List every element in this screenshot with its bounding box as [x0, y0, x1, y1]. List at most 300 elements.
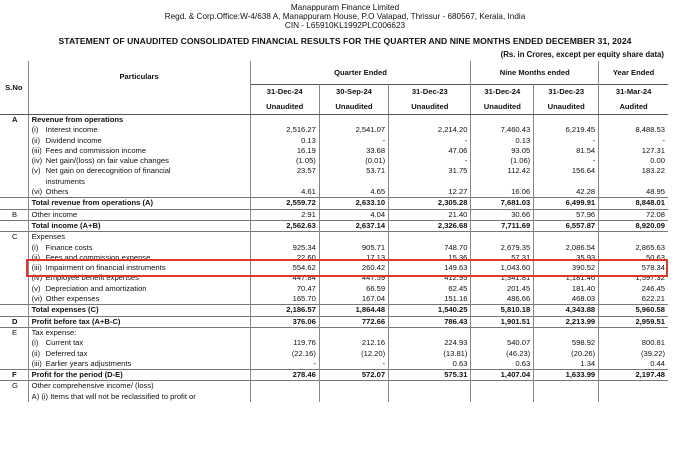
table-row	[0, 166, 668, 176]
row-value: 5,810.18	[471, 305, 534, 316]
row-particulars	[28, 294, 250, 305]
row-value: 16.06	[471, 187, 534, 198]
row-label: Dividend income	[45, 135, 102, 145]
row-value: 622.21	[641, 294, 665, 304]
row-value: 1,864.48	[319, 305, 388, 316]
row-particulars	[28, 359, 250, 370]
table-row	[0, 136, 668, 146]
row-index: (iii)	[31, 145, 42, 155]
row-label: Current tax	[45, 338, 84, 348]
row-value: -	[250, 359, 319, 370]
row-value	[471, 177, 534, 187]
date-header: 31-Dec-24	[250, 85, 319, 100]
row-value: 165.70	[250, 294, 319, 305]
row-value: 1,043.60	[471, 263, 534, 273]
row-label: Total expenses (C)	[31, 305, 99, 315]
row-value: (46.23)	[471, 349, 534, 359]
row-particulars	[28, 392, 250, 402]
status-header: Unaudited	[250, 99, 319, 115]
row-value: 112.42	[471, 166, 534, 176]
row-value: 572.07	[319, 370, 388, 381]
row-value: 50.63	[645, 252, 665, 262]
row-value: 2,959.51	[599, 316, 668, 327]
row-value: 260.42	[319, 263, 388, 273]
row-particulars	[28, 232, 250, 243]
row-value: 167.04	[319, 294, 388, 305]
row-value: 17.13	[319, 253, 388, 263]
row-value: 4.04	[319, 209, 388, 220]
row-index: (i)	[31, 338, 39, 348]
row-particulars	[28, 338, 250, 348]
row-value: 2,086.54	[534, 243, 599, 253]
row-value	[599, 115, 668, 126]
row-value: 2,516.27	[250, 125, 319, 135]
table-row	[0, 115, 668, 126]
status-header: Audited	[599, 99, 668, 115]
row-index: (ii)	[31, 135, 41, 145]
row-value: 6,499.91	[534, 198, 599, 209]
row-sno	[0, 125, 28, 135]
table-row	[0, 156, 668, 166]
table-row	[0, 294, 668, 305]
row-value	[250, 392, 319, 402]
row-value: 30.66	[471, 209, 534, 220]
row-value: 278.46	[250, 370, 319, 381]
highlight-box	[26, 259, 668, 277]
row-value: 66.59	[319, 284, 388, 294]
row-value: 447.59	[319, 273, 388, 283]
row-particulars	[28, 209, 250, 220]
row-sno	[0, 243, 28, 253]
row-value: 1,633.99	[534, 370, 599, 381]
row-index: (vi)	[31, 294, 43, 304]
row-label: A) (i) Items that will not be reclassified to profit or	[31, 391, 196, 401]
row-label: Fees and commission income	[45, 145, 147, 155]
table-row	[0, 232, 668, 243]
row-value: 7,711.69	[471, 220, 534, 231]
row-label: instruments	[45, 176, 85, 186]
row-value	[471, 115, 534, 126]
row-value: 578.34	[641, 263, 665, 273]
row-value: 6,219.45	[534, 125, 599, 135]
row-value: (12.20)	[319, 349, 388, 359]
row-value: (13.81)	[389, 349, 471, 359]
financial-results-table	[0, 61, 668, 402]
row-sno	[0, 284, 28, 294]
row-value: 48.95	[645, 187, 665, 197]
row-value	[319, 177, 388, 187]
row-value: 7,681.03	[471, 198, 534, 209]
row-value: 2,186.57	[250, 305, 319, 316]
status-header: Unaudited	[319, 99, 388, 115]
row-sno	[0, 166, 28, 176]
row-value: 224.93	[389, 338, 471, 348]
row-label: Other comprehensive income/ (loss)	[31, 381, 154, 391]
row-value: 1,341.81	[471, 273, 534, 283]
row-value: 748.70	[389, 243, 471, 253]
row-value	[250, 115, 319, 126]
row-value	[319, 232, 388, 243]
row-index: (iv)	[31, 273, 43, 283]
row-particulars	[28, 316, 250, 327]
table-row	[0, 349, 668, 359]
row-value: 2.91	[250, 209, 319, 220]
table-row	[0, 125, 668, 135]
row-sno	[0, 338, 28, 348]
row-particulars	[28, 305, 250, 316]
row-value: 23.57	[250, 166, 319, 176]
row-value: 905.71	[319, 243, 388, 253]
row-value	[319, 115, 388, 126]
row-value	[599, 327, 668, 338]
status-header: Unaudited	[389, 99, 471, 115]
row-value: 554.62	[250, 263, 319, 273]
row-value: 0.13	[471, 136, 534, 146]
row-value: 1,901.51	[471, 316, 534, 327]
table-row	[0, 359, 668, 370]
row-particulars	[28, 243, 250, 253]
row-value	[389, 115, 471, 126]
row-label: Expenses	[31, 232, 65, 242]
row-sno	[0, 146, 28, 156]
row-value	[534, 392, 599, 402]
row-label: Profit before tax (A+B-C)	[31, 316, 121, 326]
table-row	[0, 177, 668, 187]
row-value: 31.75	[389, 166, 471, 176]
row-value	[250, 232, 319, 243]
row-label: Earlier years adjustments	[45, 358, 132, 368]
row-particulars	[28, 115, 250, 126]
row-value: 1,407.04	[471, 370, 534, 381]
row-label: Depreciation and amortization	[45, 283, 147, 293]
row-label: Other expenses	[45, 294, 100, 304]
row-value: 181.40	[534, 284, 599, 294]
row-sno	[0, 392, 28, 402]
row-value	[534, 381, 599, 392]
row-value	[319, 327, 388, 338]
row-value: 33.68	[319, 146, 388, 156]
row-value: (0.01)	[319, 156, 388, 166]
date-header: 31-Dec-23	[534, 85, 599, 100]
row-particulars	[28, 156, 250, 166]
row-value: 16.19	[250, 146, 319, 156]
table-row	[0, 198, 668, 209]
row-label: Interest income	[45, 125, 98, 135]
row-value: 0.13	[250, 136, 319, 146]
row-value: 1,540.25	[389, 305, 471, 316]
row-index: (ii)	[31, 348, 41, 358]
row-value: 21.40	[389, 209, 471, 220]
row-sno	[0, 273, 28, 283]
row-value: 70.47	[250, 284, 319, 294]
row-value: 12.27	[389, 187, 471, 198]
row-value: 2,865.63	[635, 242, 665, 252]
row-value: 72.08	[599, 209, 668, 220]
row-value: 183.22	[641, 166, 665, 176]
date-header: 31-Dec-24	[471, 85, 534, 100]
row-value	[534, 115, 599, 126]
row-value	[534, 327, 599, 338]
row-value: 156.64	[534, 166, 599, 176]
table-row	[0, 316, 668, 327]
nine-months-header: Nine Months ended	[471, 61, 599, 85]
row-index: (vi)	[31, 187, 43, 197]
row-particulars	[28, 187, 250, 198]
row-value: -	[662, 135, 665, 145]
row-label: Fees and commission expense	[45, 252, 151, 262]
row-value: 119.76	[250, 338, 319, 348]
row-sno	[0, 220, 28, 231]
row-particulars	[28, 220, 250, 231]
row-value: 925.34	[250, 243, 319, 253]
row-value: 772.66	[319, 316, 388, 327]
table-row	[0, 243, 668, 253]
row-sno	[0, 305, 28, 316]
particulars-header: Particulars	[28, 61, 250, 115]
row-value: 7,460.43	[471, 125, 534, 135]
row-value: 8,920.09	[599, 220, 668, 231]
row-sno	[0, 177, 28, 187]
row-value: 212.16	[319, 338, 388, 348]
date-header: 31-Dec-23	[389, 85, 471, 100]
row-sno	[0, 263, 28, 273]
company-address: Regd. & Corp.Office:W-4/638 A, Manappuram House, P.O Valapad, Thrissur - 680567, Kerala, India	[164, 12, 526, 21]
row-sno: D	[0, 316, 28, 327]
row-value: 246.45	[641, 283, 665, 293]
row-value	[389, 232, 471, 243]
row-value: 0.44	[650, 358, 665, 368]
row-value: 0.63	[471, 359, 534, 370]
row-value: 4.65	[319, 187, 388, 198]
row-sno: G	[0, 381, 28, 392]
header-group-row	[0, 61, 668, 85]
row-sno: C	[0, 232, 28, 243]
row-particulars	[28, 327, 250, 338]
row-particulars	[28, 136, 250, 146]
row-value	[250, 381, 319, 392]
row-value	[389, 327, 471, 338]
row-particulars	[28, 284, 250, 294]
row-value: (1.05)	[250, 156, 319, 166]
row-label: Impairment on financial instruments	[45, 263, 166, 273]
row-index: (v)	[31, 166, 41, 176]
unit-note: (Rs. in Crores, except per equity share data)	[500, 50, 664, 59]
row-value	[599, 381, 668, 392]
row-value	[471, 327, 534, 338]
row-value	[250, 327, 319, 338]
row-value: 127.31	[641, 145, 665, 155]
row-value: 6,557.87	[534, 220, 599, 231]
row-value	[471, 232, 534, 243]
row-value: (20.26)	[534, 349, 599, 359]
row-value: -	[319, 359, 388, 370]
row-value	[319, 381, 388, 392]
row-value: 390.52	[534, 263, 599, 273]
company-name: Manappuram Finance Limited	[290, 3, 400, 12]
row-sno: E	[0, 327, 28, 338]
row-sno: A	[0, 115, 28, 126]
row-label: Total revenue from operations (A)	[31, 198, 154, 208]
row-particulars	[28, 166, 250, 176]
row-index: (i)	[31, 242, 39, 252]
row-value: -	[534, 136, 599, 146]
table-row	[0, 305, 668, 316]
row-value	[250, 177, 319, 187]
date-header: 31-Mar-24	[599, 85, 668, 100]
company-cin: CIN - L65910KL1992PLC006623	[284, 21, 406, 30]
row-value: 575.31	[389, 370, 471, 381]
row-value: 0.00	[650, 156, 665, 166]
table-row	[0, 338, 668, 348]
row-value: (1.06)	[471, 156, 534, 166]
row-label: Deferred tax	[45, 348, 88, 358]
row-value: 540.07	[471, 338, 534, 348]
row-sno	[0, 294, 28, 305]
row-sno	[0, 359, 28, 370]
row-value: 2,559.72	[250, 198, 319, 209]
row-label: Tax expense:	[31, 327, 77, 337]
table-row	[0, 209, 668, 220]
row-value: 2,562.63	[250, 220, 319, 231]
row-value: 201.45	[471, 284, 534, 294]
row-value: 0.63	[389, 359, 471, 370]
row-particulars	[28, 177, 250, 187]
sno-header: S.No	[0, 61, 28, 115]
row-particulars	[28, 125, 250, 135]
row-value: -	[389, 136, 471, 146]
row-value: 2,197.48	[599, 370, 668, 381]
row-value: 15.36	[389, 253, 471, 263]
row-value: 598.92	[534, 338, 599, 348]
row-value: 2,305.28	[389, 198, 471, 209]
row-value: 800.81	[641, 338, 665, 348]
row-value: 4,343.88	[534, 305, 599, 316]
table-row	[0, 146, 668, 156]
row-value	[599, 177, 668, 187]
row-index: (ii)	[31, 252, 41, 262]
row-value: 81.54	[534, 146, 599, 156]
row-value: 53.71	[319, 166, 388, 176]
row-sno	[0, 156, 28, 166]
row-value	[534, 232, 599, 243]
row-value: 1,597.32	[635, 273, 665, 283]
table-row	[0, 220, 668, 231]
row-particulars	[28, 198, 250, 209]
row-sno: F	[0, 370, 28, 381]
row-value: 2,213.99	[534, 316, 599, 327]
row-sno	[0, 349, 28, 359]
row-value: 2,541.07	[319, 125, 388, 135]
row-particulars	[28, 370, 250, 381]
row-value	[389, 392, 471, 402]
table-row	[0, 381, 668, 392]
row-value	[599, 392, 668, 402]
row-index: (iv)	[31, 156, 43, 166]
row-value	[599, 232, 668, 243]
row-label: Others	[45, 187, 69, 197]
row-label: Net gain/(loss) on fair value changes	[45, 156, 169, 166]
row-value: 8,488.53	[635, 125, 665, 135]
row-value: 1,181.46	[534, 273, 599, 283]
table-row	[0, 284, 668, 294]
row-value: (39.22)	[640, 348, 665, 358]
row-value: 57.31	[471, 253, 534, 263]
row-value: 486.66	[471, 294, 534, 305]
row-value: -	[319, 136, 388, 146]
row-value: 376.06	[250, 316, 319, 327]
row-value: 4.61	[250, 187, 319, 198]
table-row	[0, 392, 668, 402]
row-value: 93.05	[471, 146, 534, 156]
row-value: 447.84	[250, 273, 319, 283]
row-sno	[0, 253, 28, 263]
row-value	[389, 177, 471, 187]
row-value	[389, 381, 471, 392]
row-value	[534, 177, 599, 187]
row-label: Net gain on derecognition of financial	[45, 166, 171, 176]
row-label: Total income (A+B)	[31, 220, 101, 230]
row-sno	[0, 136, 28, 146]
row-value: (22.16)	[250, 349, 319, 359]
date-header: 30-Sep-24	[319, 85, 388, 100]
row-value: 151.16	[389, 294, 471, 305]
row-label: Revenue from operations	[31, 115, 124, 124]
row-index: (iii)	[31, 358, 42, 368]
row-value: 2,214.20	[389, 125, 471, 135]
row-value: 468.03	[534, 294, 599, 305]
status-header: Unaudited	[534, 99, 599, 115]
row-sno: B	[0, 209, 28, 220]
quarter-ended-header: Quarter Ended	[250, 61, 471, 85]
table-row	[0, 187, 668, 198]
row-value: -	[389, 156, 471, 166]
row-index: (v)	[31, 283, 41, 293]
row-value: 2,633.10	[319, 198, 388, 209]
row-value: 22.60	[250, 253, 319, 263]
row-value: 42.28	[534, 187, 599, 198]
row-value	[471, 381, 534, 392]
row-value: 62.45	[389, 284, 471, 294]
row-value: 8,848.01	[599, 198, 668, 209]
row-value: 2,637.14	[319, 220, 388, 231]
row-index: (i)	[31, 125, 39, 135]
row-label: Other income	[31, 209, 78, 219]
row-value: 2,326.68	[389, 220, 471, 231]
row-sno	[0, 198, 28, 209]
row-value: 149.63	[389, 263, 471, 273]
row-sno	[0, 187, 28, 198]
row-value: 412.95	[389, 273, 471, 283]
table-row	[0, 370, 668, 381]
row-value	[319, 392, 388, 402]
row-particulars	[28, 146, 250, 156]
row-label: Profit for the period (D-E)	[31, 370, 123, 380]
row-value: 35.93	[534, 253, 599, 263]
table-row	[0, 327, 668, 338]
row-value: 1.34	[534, 359, 599, 370]
row-value: 786.43	[389, 316, 471, 327]
row-value: 2,679.35	[471, 243, 534, 253]
row-particulars	[28, 381, 250, 392]
row-label: Employee benefit expenses	[45, 273, 139, 283]
row-value: 5,960.58	[599, 305, 668, 316]
row-value	[471, 392, 534, 402]
row-particulars	[28, 349, 250, 359]
year-ended-header: Year Ended	[612, 68, 655, 77]
row-label: Finance costs	[45, 242, 93, 252]
row-value: 57.96	[534, 209, 599, 220]
status-header: Unaudited	[471, 99, 534, 115]
